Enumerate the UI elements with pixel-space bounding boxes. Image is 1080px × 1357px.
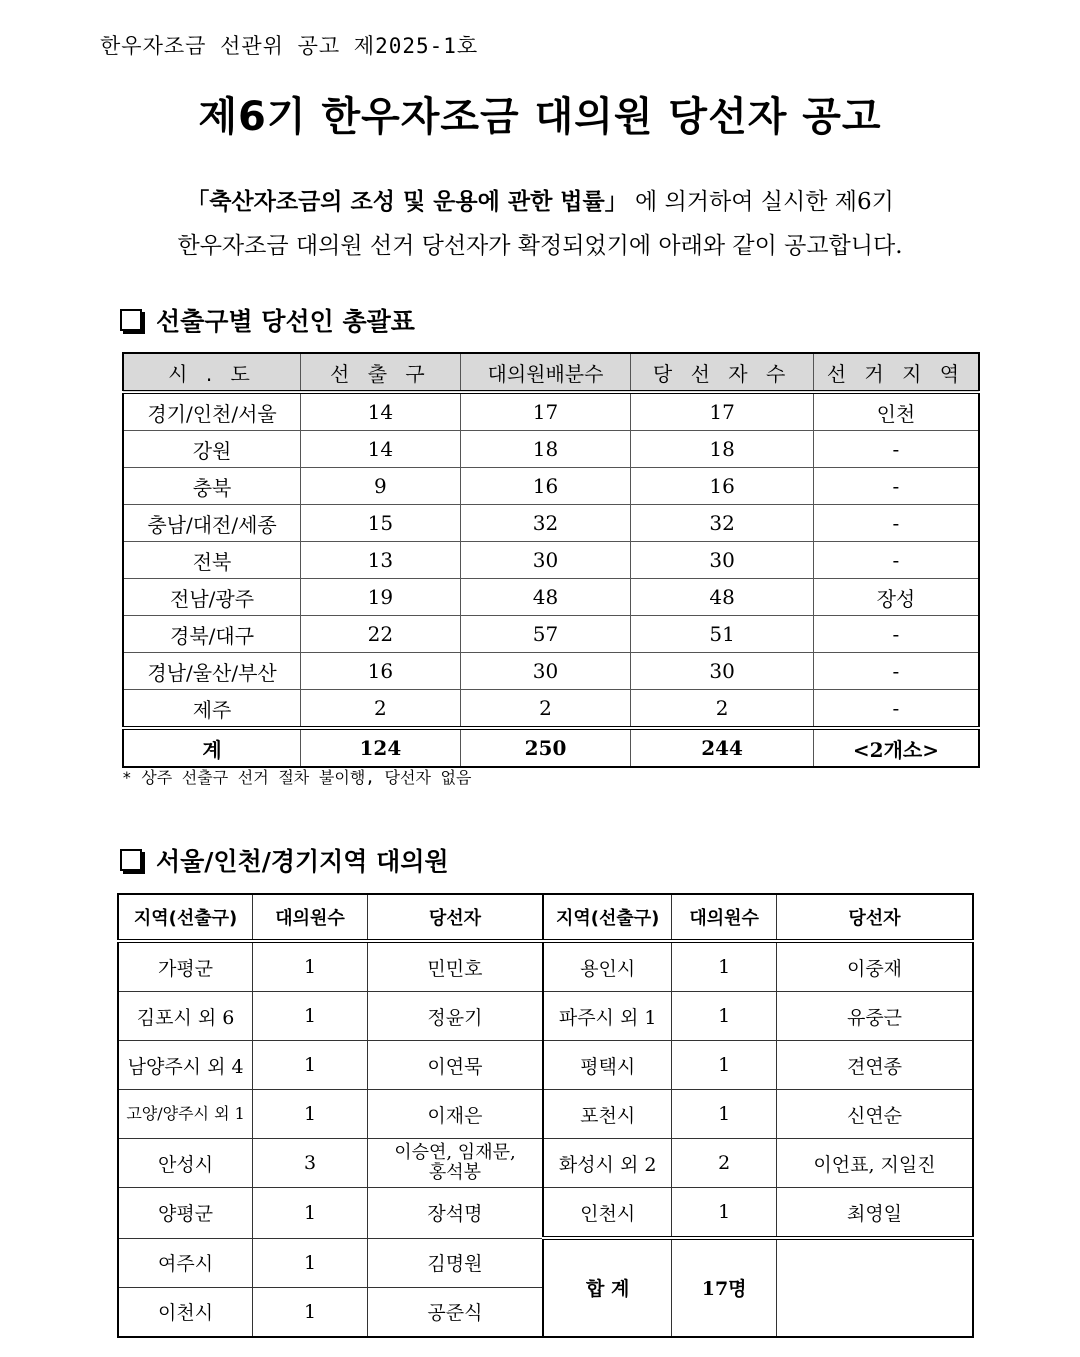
total-row — [123, 728, 979, 767]
cell: 250 — [460, 728, 631, 767]
cell: 경기/인천/서울 — [123, 392, 301, 431]
table-row — [123, 505, 979, 542]
cell: 48 — [631, 579, 814, 616]
cell: 인천 — [813, 392, 979, 431]
cell: 30 — [631, 653, 814, 690]
cell: 18 — [631, 431, 814, 468]
table-row — [118, 1139, 973, 1188]
cell: 화성시 외 2 — [543, 1139, 672, 1188]
cell: 15 — [301, 505, 461, 542]
table-row — [123, 653, 979, 690]
intro-line-1-rest: 에 의거하여 실시한 제6기 — [635, 189, 894, 215]
cell: 장석명 — [367, 1188, 543, 1239]
summary-header-row — [123, 353, 979, 392]
cell: 1 — [253, 941, 368, 992]
cell: 이연묵 — [367, 1041, 543, 1090]
summary-heading-label: 선출구별 당선인 총괄표 — [156, 307, 415, 336]
cell: 안성시 — [118, 1139, 253, 1188]
cell: 장성 — [813, 579, 979, 616]
header-cell: 선 거 지 역 — [813, 353, 979, 392]
table-row — [118, 1041, 973, 1090]
header-cell: 대의원수 — [253, 894, 368, 941]
cell: 여주시 — [118, 1238, 253, 1287]
cell: 인천시 — [543, 1188, 672, 1239]
cell: 1 — [253, 1041, 368, 1090]
header-cell: 지역(선출구) — [118, 894, 253, 941]
cell: 16 — [460, 468, 631, 505]
cell: 2 — [460, 690, 631, 729]
cell: 2 — [672, 1139, 777, 1188]
sum-label-cell: 합 계 — [543, 1238, 672, 1337]
cell: 3 — [253, 1139, 368, 1188]
cell: 고양/양주시 외 1 — [118, 1090, 253, 1139]
intro-line-2: 한우자조금 대의원 선거 당선자가 확정되었기에 아래와 같이 공고합니다. — [177, 233, 903, 259]
document-number: 한우자조금 선관위 공고 제2025-1호 — [100, 34, 479, 58]
header-cell: 선 출 구 — [301, 353, 461, 392]
cell: 22 — [301, 616, 461, 653]
header-cell: 당 선 자 수 — [631, 353, 814, 392]
cell: 계 — [123, 728, 301, 767]
cell: 1 — [253, 1090, 368, 1139]
cell: 14 — [301, 392, 461, 431]
cell: 19 — [301, 579, 461, 616]
table-row — [123, 690, 979, 729]
cell: 32 — [631, 505, 814, 542]
cell: - — [813, 616, 979, 653]
cell: 1 — [253, 1238, 368, 1287]
cell: 김명원 — [367, 1238, 543, 1287]
region-heading-label: 서울/인천/경기지역 대의원 — [156, 847, 449, 876]
table-row — [118, 1238, 973, 1287]
region-header-row — [118, 894, 973, 941]
cell: 강원 — [123, 431, 301, 468]
sum-empty-cell — [777, 1238, 974, 1337]
header-cell: 당선자 — [367, 894, 543, 941]
cell: - — [813, 690, 979, 729]
cell: 양평군 — [118, 1188, 253, 1239]
summary-heading — [120, 302, 415, 338]
cell: 남양주시 외 4 — [118, 1041, 253, 1090]
table-row — [123, 392, 979, 431]
cell: 김포시 외 6 — [118, 992, 253, 1041]
cell: - — [813, 653, 979, 690]
cell: 32 — [460, 505, 631, 542]
table-row — [118, 941, 973, 992]
cell: 1 — [672, 1188, 777, 1239]
cell: 충북 — [123, 468, 301, 505]
table-row — [118, 1188, 973, 1239]
table-row — [123, 468, 979, 505]
cell: 경북/대구 — [123, 616, 301, 653]
cell: 포천시 — [543, 1090, 672, 1139]
region-heading — [120, 842, 449, 878]
header-cell: 지역(선출구) — [543, 894, 672, 941]
cell: 파주시 외 1 — [543, 992, 672, 1041]
cell: 2 — [301, 690, 461, 729]
cell: 전남/광주 — [123, 579, 301, 616]
cell: 16 — [631, 468, 814, 505]
cell: 이천시 — [118, 1287, 253, 1337]
cell: 13 — [301, 542, 461, 579]
table-row — [123, 616, 979, 653]
cell: 30 — [460, 653, 631, 690]
cell: - — [813, 431, 979, 468]
document-title: 제6기 한우자조금 대의원 당선자 공고 — [198, 94, 882, 140]
cell: 14 — [301, 431, 461, 468]
cell: 1 — [253, 992, 368, 1041]
cell: 57 — [460, 616, 631, 653]
checkbox-square-icon — [120, 309, 142, 331]
cell: 9 — [301, 468, 461, 505]
cell: 이언표, 지일진 — [777, 1139, 974, 1188]
law-name: 「축산자조금의 조성 및 운용에 관한 법률」 — [186, 188, 628, 215]
cell: 평택시 — [543, 1041, 672, 1090]
cell: 1 — [672, 992, 777, 1041]
cell: 2 — [631, 690, 814, 729]
cell: 1 — [672, 941, 777, 992]
cell: 16 — [301, 653, 461, 690]
checkbox-square-icon — [120, 849, 142, 871]
table-row — [118, 1090, 973, 1139]
cell: 이승연, 임재문, 홍석봉 — [367, 1139, 543, 1188]
cell: 이중재 — [777, 941, 974, 992]
cell: 30 — [631, 542, 814, 579]
cell: 전북 — [123, 542, 301, 579]
cell: 정윤기 — [367, 992, 543, 1041]
cell: 이재은 — [367, 1090, 543, 1139]
cell: 1 — [672, 1090, 777, 1139]
cell: 민민호 — [367, 941, 543, 992]
cell: 51 — [631, 616, 814, 653]
cell: 17 — [460, 392, 631, 431]
header-cell: 대의원수 — [672, 894, 777, 941]
cell: 244 — [631, 728, 814, 767]
cell: 30 — [460, 542, 631, 579]
cell: 신연순 — [777, 1090, 974, 1139]
table-row — [123, 542, 979, 579]
cell: 유중근 — [777, 992, 974, 1041]
cell: 48 — [460, 579, 631, 616]
table-row — [118, 992, 973, 1041]
header-cell: 대의원배분수 — [460, 353, 631, 392]
cell: - — [813, 468, 979, 505]
cell: <2개소> — [813, 728, 979, 767]
cell: 18 — [460, 431, 631, 468]
cell: 124 — [301, 728, 461, 767]
cell: 최영일 — [777, 1188, 974, 1239]
sum-value-cell: 17명 — [672, 1238, 777, 1337]
cell: 용인시 — [543, 941, 672, 992]
cell: 충남/대전/세종 — [123, 505, 301, 542]
header-cell: 당선자 — [777, 894, 974, 941]
cell: 1 — [253, 1287, 368, 1337]
cell: 견연종 — [777, 1041, 974, 1090]
intro-line-1 — [100, 180, 980, 224]
cell: - — [813, 542, 979, 579]
cell: 경남/울산/부산 — [123, 653, 301, 690]
cell: - — [813, 505, 979, 542]
cell: 17 — [631, 392, 814, 431]
cell: 공준식 — [367, 1287, 543, 1337]
summary-table — [122, 352, 980, 768]
cell: 1 — [672, 1041, 777, 1090]
cell: 가평군 — [118, 941, 253, 992]
intro-paragraph — [100, 180, 980, 268]
cell: 1 — [253, 1188, 368, 1239]
table-footnote: * 상주 선출구 선거 절차 불이행, 당선자 없음 — [122, 768, 472, 787]
header-cell: 시 . 도 — [123, 353, 301, 392]
cell: 제주 — [123, 690, 301, 729]
table-row — [123, 431, 979, 468]
region-table — [117, 893, 974, 1338]
table-row — [123, 579, 979, 616]
